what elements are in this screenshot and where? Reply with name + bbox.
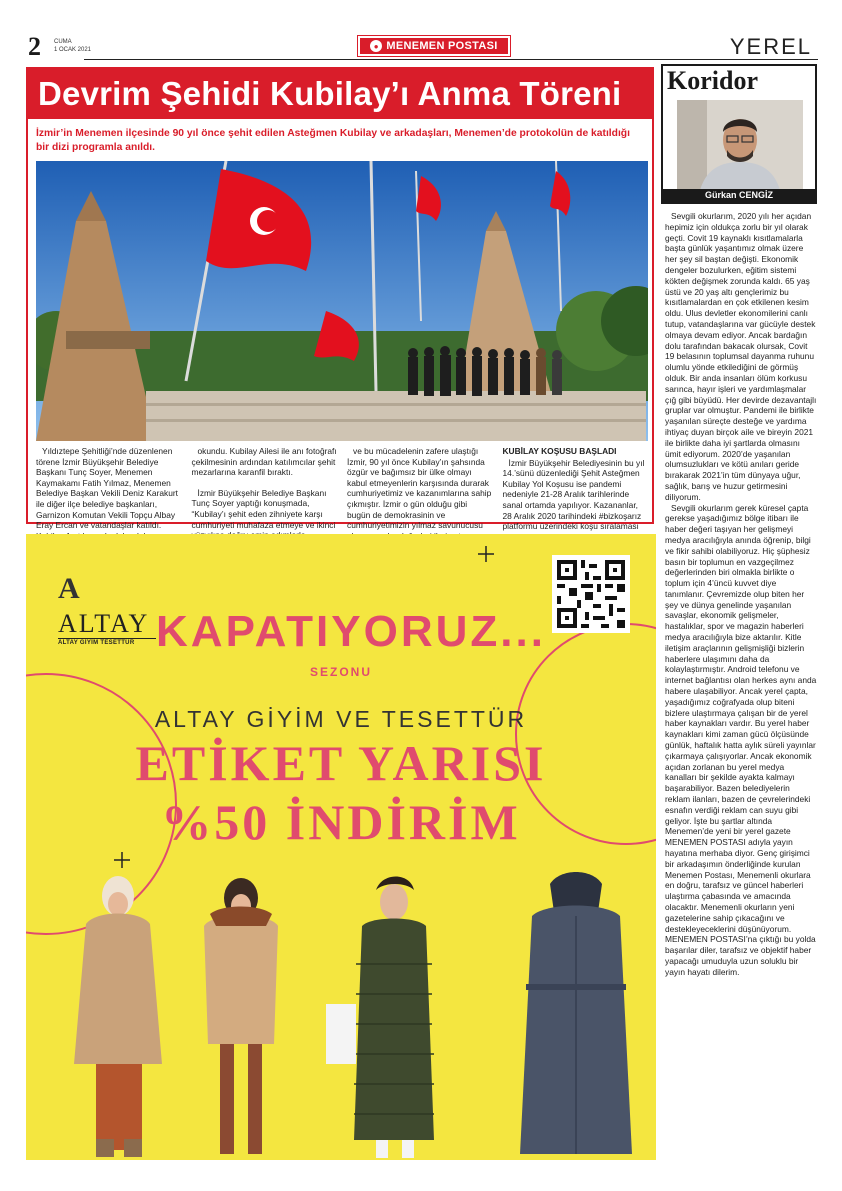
- page-number: 2: [28, 32, 41, 61]
- altay-logo-icon: A: [58, 572, 80, 605]
- issue-date-text: 1 OCAK 2021: [54, 47, 92, 53]
- ad-offer-line-1: ETİKET YARISI: [135, 735, 547, 791]
- author-portrait-image: [677, 100, 803, 194]
- ceremony-photo-image: [36, 161, 648, 441]
- header-rule: [84, 59, 818, 60]
- masthead-text: MENEMEN POSTASI: [386, 40, 498, 52]
- story-paragraph: İzmir Büyükşehir Belediyesinin bu yıl 14.’sünü düzenlediği Şehit Asteğmen Kubilay Yol Koşusu ise pandemi nedeniyle 21-28 Aralık tarihlerinde sanal ortamda yapılıyor. Kazananlar, 28 Aralık 2020 tarihindeki #bizkoşarız platformu üzerindeki koşu sıralaması: [502, 457, 645, 532]
- ad-season: SEZONU: [309, 665, 372, 679]
- masthead-logo: [358, 36, 510, 56]
- story-paragraph: okundu. Kubilay Ailesi ile anı fotoğrafı çekilmesinin ardından katılımcılar şehit mezarlarına karanfil bıraktı.: [191, 446, 337, 478]
- masthead-emblem-icon: ●: [370, 40, 382, 52]
- column-name: Koridor: [667, 66, 758, 95]
- page-header: [24, 30, 818, 64]
- column-paragraph: Sevgili okurlarım gerek küresel çapta gerekse yaşadığımız bölge itibarı ile haber değeri taşıyan her gelişmeyi medya aracılığıyla anında öğrenip, bilgi ve fikir sahibi olabiliyoruz. Hiç şüphesiz basın bir toplumun en vazgeçilmez değerlerinden biri olmakla birlikte o toplum için 4’üncü kuvvet diye tanımlanır. Çevremizde olup biten her şey ve dünya genelinde yaşanılan savaşlar, ekonomik gelişmeler, hastalıklar, spor ve magazin haberleri medya aracılığıyla bize aktarılır. Kitle iletişim araçlarının gelişmişliği bizlerin haberlere ulaşımını daha da kolaylaştırmıştır. Android telefonu ve internet bağlantısı olan herkes aynı anda habere ulaşabiliyor. Ancak yerel çapta, yaşadığımız coğrafyada olup biteni bizlere ulaştırmaya çalışan bir de yerel haber kaynakları vardır. Bu yerel haber kaynakları kimi zaman gücü ölçüsünde günlük, haftalık hatta aylık süreli yayınlar çıkarmaya çalışıyorlar. Ancak ekonomik açıdan zorlanan bu yerel medya kanalları bir şekilde ayakta kalmayı başarabiliyor. Bazen belediyelerin reklam ilanları, bazen de çevrelerindeki esnafın verdiği reklam can suyu gibi geliyor. İşte bu şartlar altında Menemen’de yeni bir yerel gazete MENEMEN POSTASI adıyla yayın hayatına merhaba diyor. Genç girişimci bir arkadaşımın önderliğinde kurulan Menemen Postası, Menemenli okurlara en doğru, tarafsız ve güncel haberleri ulaştırma çabasında ve amacında olacaktır. Menemenli okurların yeni gazetelerine sahip çıkacağını ve destekleyeceklerini düşünüyorum. MENEMEN POSTASI’na çıktığı bu yolda başarılar diler, tarafsız ve objektif haber yapacağı umuduyla uzun soluklu bir yayın hayatı dilerim.: [665, 502, 817, 977]
- story-title: Devrim Şehidi Kubilay’ı Anma Töreni: [38, 75, 622, 112]
- ad-models-image: [26, 854, 656, 1160]
- issue-date: [54, 38, 91, 54]
- altay-advertisement: [26, 534, 656, 1160]
- issue-day: CUMA: [54, 39, 72, 45]
- ad-models: [26, 854, 656, 1160]
- column-author: Gürkan CENGİZ: [663, 189, 815, 202]
- brand-name: ALTAY: [58, 609, 150, 638]
- story-subhead: KUBİLAY KOŞUSU BAŞLADI: [502, 446, 617, 456]
- brand-tagline: ALTAY GİYİM TESETTÜR: [58, 638, 156, 646]
- column-text: [665, 211, 817, 978]
- story-title-bar: [28, 69, 652, 119]
- author-photo: [677, 100, 803, 194]
- ad-headline: KAPATIYORUZ...: [156, 607, 546, 656]
- ad-store-name: ALTAY GİYİM VE TESETTÜR: [154, 706, 528, 732]
- story-paragraph: Yıldıztepe Şehitliği’nde düzenlenen törene İzmir Büyükşehir Belediye Başkanı Tunç Soyer, Menemen Kaymakamı Fatih Yılmaz, Menemen Belediye Başkan Vekili Deniz Karakurt ile diğer ilçe belediye başkanları, Garnizon Komutan Vekili Topçu Albay Eray Ercan ve vatandaşlar katıldı.: [36, 446, 178, 531]
- column-header: [661, 64, 817, 204]
- ceremony-photo: [36, 161, 648, 441]
- section-label: YEREL: [729, 34, 812, 59]
- story-lead: İzmir’in Menemen ilçesinde 90 yıl önce şehit edilen Asteğmen Kubilay ve arkadaşları, Menemen’de protokolün de katıldığı bir dizi programla anıldı.: [36, 128, 630, 153]
- story-paragraph: ve bu mücadelenin zafere ulaştığı İzmir, 90 yıl önce Kubilay’ın şahsında özgür ve bağımsız bir ülke olmayı kabul etmeyenlerin karşısında durarak cumhuriyetimiz ve kazanımlarına sahip çıkmıştır. İzmir o gün olduğu gibi bugün de demokrasinin ve cumhuriyetimizin yılmaz savunucusu: [347, 446, 492, 531]
- main-story: [26, 67, 654, 532]
- story-paragraph: İzmir Büyükşehir Belediye Başkanı Tunç Soyer yaptığı konuşmada, “Kubilay’ı şehit eden zihniyete karşı cumhuriyeti muhafaza etmeye ve ikinci: [191, 487, 336, 530]
- column-paragraph: Sevgili okurlarım, 2020 yılı her açıdan hepimiz için oldukça zorlu bir yıl olarak geçti. Covit 19 kaynaklı kısıtlamalarla başta günlük yaşantımız olmak üzere her şey sil baştan değişti. Ekonomik dengeler bozulurken, eğitim sistemi kökten değişmek zorunda kaldı. 65 yaş üstü ve 20 yaş altı gençlerimiz bu kısıtlamalardan en çok etkilenen kesim oldu. Ulus devletler ekonomilerini canlı tutup, vatandaşlarına var gücüyle destek olmaya devam ediyor. Ancak bardağın dolu tarafından bakacak olursak, Covit 19 belasının toplumsal dayanma ruhunu olumlu yönde etkilediğini de görmüş olduk. Bir anda insanları ölüm korkusu sarınca, hayır işleri ve yardımlaşmalar çığ gibi büyüdü. Her devirde dezavantajlı gruplar var olmuştur. Pandemi ile birlikte yaşanılan süreçte desteğe ve yardıma ihtiyaç duyan birçok aile ve bireyin 2021 ile birlikte daha iyi şartlarda olmasını ümit ediyorum. 2020’de yaşanılan olumsuzlukları ve kötü anıları geride bırakarak 2021’in tüm dünyaya uğur, sağlık, barış ve huzur getirmesini diliyorum.: [665, 211, 817, 502]
- ad-offer-line-2: %50 İNDİRİM: [161, 794, 521, 850]
